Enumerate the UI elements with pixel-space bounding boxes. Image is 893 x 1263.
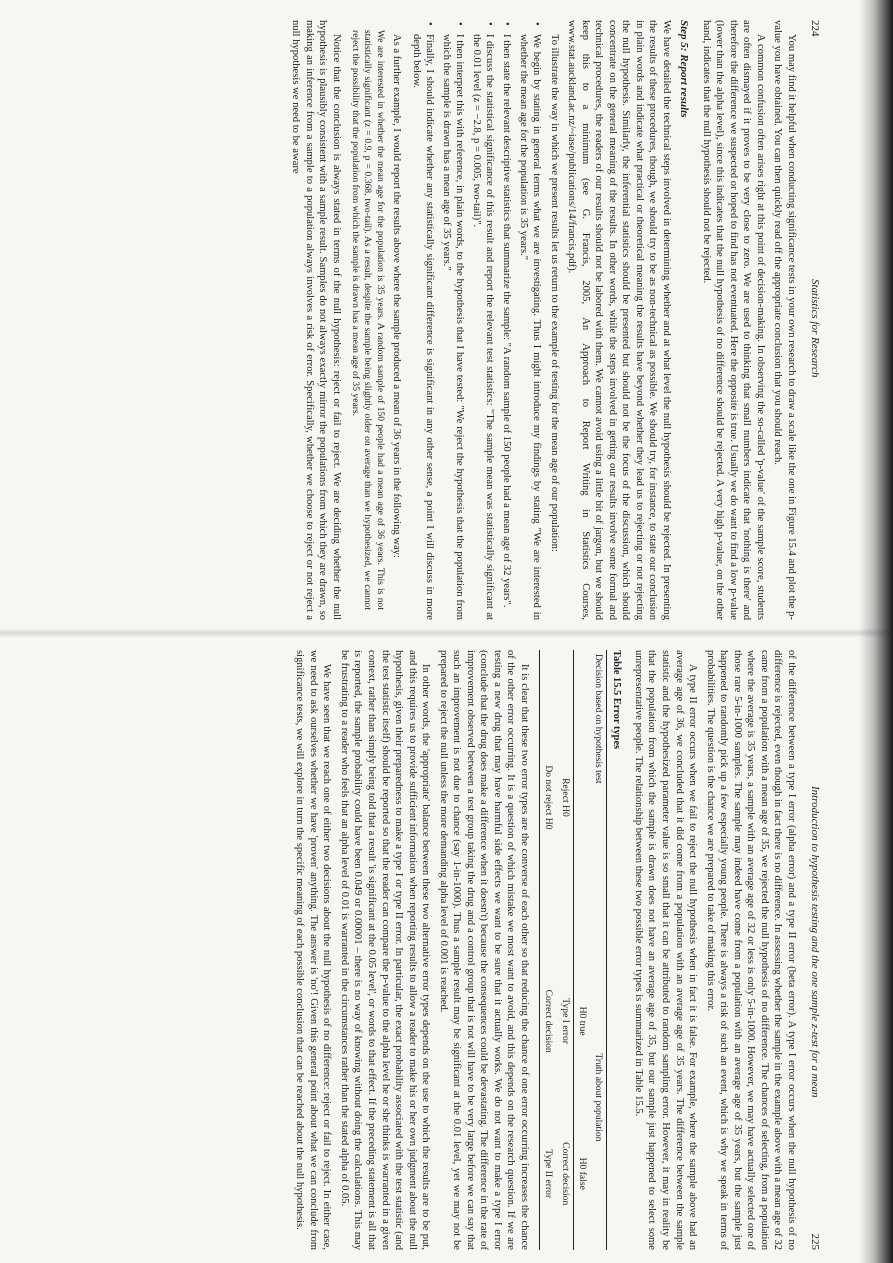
page-number: 225 [809,1233,821,1250]
table-row [539,650,556,1250]
table-column-header: H0 true [573,945,590,1098]
table-row-label: Do not reject H0 [539,650,556,945]
page-224 [62,20,822,620]
table-caption: Table 15.5 Error types [611,650,623,750]
bullet-list [409,20,543,620]
list-item: • We begin by stating in general terms what we are investigating. Thus I might introduce my findings by stating "We are interested in whether the mean age for the population is 35 years." [516,20,543,620]
body-paragraph: As a further example, I would report the results above where the sample produced a mean of 36 years in the following way: [391,34,403,558]
table-group-header: Truth about population [590,945,607,1250]
running-head-225 [808,650,822,1250]
body-paragraph: A type II error occurs when we fail to reject the null hypothesis when in fact it is false. For example, where the sample above had an average age of 36, we concluded that it did come from a population with an average age of 35 years. The difference between the sample statistic and the hypothesized parameter value is so small that it can be attributed to random sampling error. However, it may in reality be that the population from which the sample is drawn does not have an average age of 35, but our sample just happened to select some unrepresentative people. The relationship between these two possible error types is summarized in Table 15.5. [632,650,699,1250]
running-head-title: Introduction to hypothesis testing and the one sample z-test for a mean [809,785,821,1098]
page-225 [62,650,822,1250]
list-item: • Finally, I should indicate whether any statistically significant difference is significant in any other sense, a point I will discuss in more depth below. [409,20,436,620]
body-paragraph: A common confusion often arises right at this point of decision-making. In observing the so-called 'p-value' of the sample score, students are often dismayed if it proves to be very close to zero. We are used to thinking that small numbers indicate that 'nothing is there' and therefore the difference we suspected or hoped to find has not eventuated. Here the opposite is true. Usually we do want to find a low p-value (lower than the alpha level), since this indicates that the null hypothesis of no difference should be rejected. A very high p-value, on the other hand, indicates that the null hypothesis should not be rejected. [700,20,766,620]
body-paragraph: It is clear that these two error types are the converse of each other so that reducing the chance of one error occurring increases the chance of the other error occurring. It is a question of which mistake we most want to avoid, and this depends on the research question. If we are testing a new drug that may have harmful side effects we want to be sure that it actually works. We do not want to make a type I error (conclude that the drug does make a difference when it doesn't) because the consequences could be devastating. The difference in the rate of improvement observed between a test group taking the drug and a control group that is not will have to be very large before we can say that such an improvement is not due to chance (say 1-in-1000). Thus a sample result may be significant at the 0.01 level, yet we may not be prepared to reject the null unless the more demanding alpha level of 0.001 is reached. [437,650,530,1250]
binding-shadow [859,0,893,1263]
body-paragraph: In other words, the 'appropriate' balance between these two alternative error types depends on the use to which the results are to be put, and this requires us to provide sufficient information when reporting results to allow a reader to make his or her own judgment about the null hypothesis, given their preparedness to make a type I or type II error. In particular, the exact probability associated with the test statistic (and the test statistic itself) should be reported so that the reader can compare the p-value to the alpha level he or she thinks is warranted in a given context, rather than simply being told that a result 'is significant at the 0.05 level', or words to that effect. If the preceding statement is all that is reported, the sample probability could have been 0.049 or 0.00001 – there is no way of knowing without doing the calculations. This may be frustrating to a reader who feels that an alpha level of 0.01 is warranted in the circumstances rather than the stated alpha of 0.05. [338,650,432,1250]
list-item: • I then interpret this with reference, in plain words, to the hypothesis that I have tested: "We reject the hypothesis that the population from which the sample is drawn has a mean age of 35 years." [439,20,466,620]
body-paragraph: We have detailed the technical steps involved in determining whether and at what level the null hypothesis should be rejected. In presenting the results of these procedures, though, we should try to be as non-technical as possible. We should try, for instance, to state our conclusion in plain words and indicate what practical or theoretical meaning the results have beyond whether they lead us to rejecting or not rejecting the null hypothesis. Similarly, the inferential statistics should be presented but should not be the focus of the discussion, which should concentrate on the general meaning of the results. In other words, while the steps involved in getting our results involve some formal and technical procedures, the readers of our results should not be labored with them. We cannot avoid using a little bit of jargon, but we should keep this to a minimum (see G. Francis, 2005, An Approach to Report Writing in Statistics Courses, www.stat.auckland.ac.nz/~iase/publications/14/francis.pdf). [566,20,673,620]
list-item: • I discuss the statistical significance of this result and report the relevant test statistics: "The sample mean was statistically significant at the 0.01 level (z = −2.8, p = 0.005, two-tail)". [469,20,496,620]
table-row [556,650,573,1250]
body-paragraph: We have seen that we reach one of either two decisions about the null hypothesis of no difference: reject or fail to reject. In either case, we need to ask ourselves whether we have 'proven' anything. The answer is 'no'! Given this general point about what we can conclude from significance tests, we will explore in turn the specific meaning of each possible conclusion that can be reached about the null hypothesis. [294,650,333,1250]
table-cell: Type II error [539,1097,556,1250]
body-paragraph: of the difference between a type I error (alpha error) and a type II error (beta error). A type I error occurs when the null hypothesis of no difference is rejected, even though in fact there is no difference. In assessing whether the sample in the example above with a mean age of 32 came from a population with a mean age of 35, we rejected the null hypothesis of no difference. The chances of selecting, from a population where the average is 35 years, a sample with an average age of 32 or less is only 5-in-1000. However, we may have actually selected one of those rare 5-in-1000 samples. The sample may indeed have come from a population with an average age of 35 years, but the sample just happened to randomly pick up a few especially young people. There is always a risk of such an event, which is why we speak in terms of probabilities. The question is the chance we are prepared to take of making this error. [704,650,797,1250]
table-row-label: Reject H0 [559,778,571,817]
table-column-header: H0 false [573,1097,590,1250]
body-paragraph: To illustrate the way in which we present results let us return to the example of testing for the mean age of our population: [548,34,560,552]
running-head-title: Statistics for Research [809,278,821,378]
table-row-header: Decision based on hypothesis test [590,650,607,945]
table-cell: Type I error [559,998,571,1044]
page-gutter [0,628,893,638]
body-paragraph: You may find it helpful when conducting significance tests in your own research to draw a scale like the one in Figure 15.4 and plot the p-value you have obtained. You can then quickly read off the appropriate conclusion that you should reach. [772,20,797,620]
example-block: We are interested in whether the mean age for the population is 35 years. A random sample of 150 people had a mean age of 36 years. This is not statistically significant (z = 0.9, p = 0.368, two-tail). As a result, despite the sample being slightly older on average than we hypothesized, we cannot reject the possibility that the population from which the sample is drawn has a mean age of 35 years. [350,30,386,610]
error-types-table [539,650,607,1250]
page-224-content [62,20,822,620]
page-number: 224 [809,20,821,37]
list-item: • I then state the relevant descriptive statistics that summarize the sample: "A random sample of 150 people had a mean age of 32 years". [499,20,513,620]
section-heading: Step 5: Report results [678,20,691,118]
page-225-content [62,650,822,1250]
table-cell: Correct decision [559,1142,571,1206]
running-head-224 [808,20,822,620]
body-paragraph: Notice that the conclusion is always stated in terms of the null hypothesis: reject or fail to reject. We are deciding whether the null hypothesis is plausibly consistent with a sample result. Samples do not always exactly mirror the populations from which they are drawn, so making an inference from a sample to a population always involves a risk of error. Specifically, whether we choose to reject or not reject a null hypothesis we need to be aware [290,20,342,620]
table-cell: Correct decision [539,945,556,1098]
